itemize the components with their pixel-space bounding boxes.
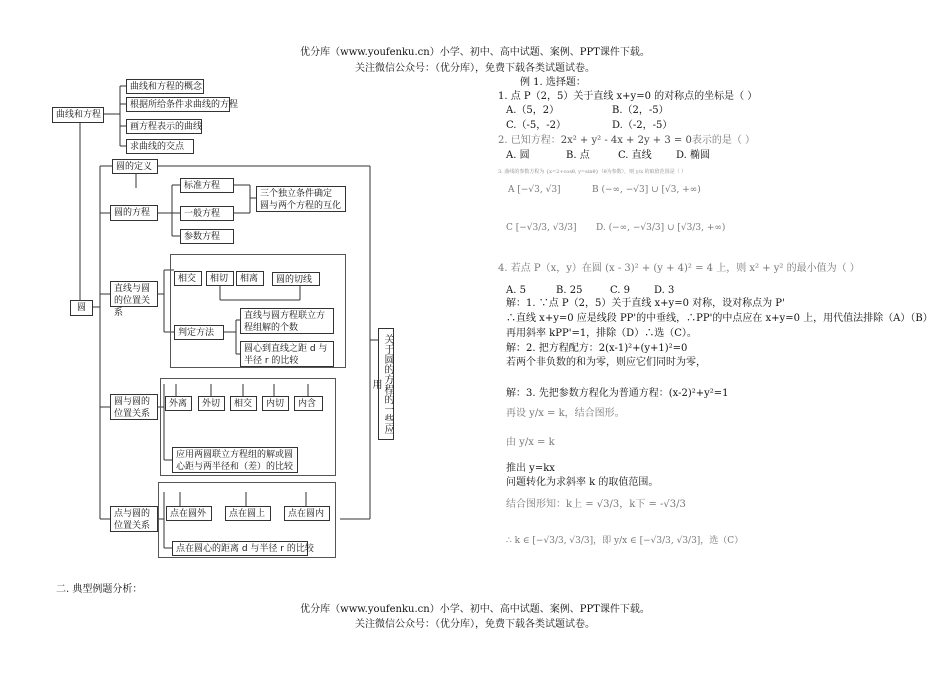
q1-option-a: A.（5，2）: [506, 105, 560, 116]
cc-item-2: 相交: [230, 396, 257, 411]
general-equation-node: 一般方程: [180, 206, 234, 221]
two-forms-text: 圆与两个方程的互化: [260, 201, 342, 211]
circle-equation-node: 圆的方程: [110, 205, 158, 221]
circle-circle-node: 圆与圆的位置关系: [110, 394, 158, 420]
judge-2-node: 圆心到直线之距 d 与半径 r 的比较: [240, 341, 334, 367]
q2-option-c: C. 直线: [618, 150, 652, 161]
example-title: 例 1. 选择题：: [520, 77, 586, 88]
question-4: 4. 若点 P（x，y）在圆 (x - 3)² + (y + 4)² = 4 上，则 x² + y² 的最小值为（ ）: [498, 263, 860, 274]
solution-3b: 再设 y/x = k，结合图形。: [506, 408, 625, 419]
tangent-node: 相切: [206, 271, 234, 286]
solution-2: 解：2. 把方程配方：2(x-1)²+(y+1)²=0: [506, 343, 688, 354]
q3-option-c: C [−√3/3, √3/3]: [506, 223, 577, 233]
tangent-line-node: 圆的切线: [272, 272, 320, 286]
q3-option-d: D. (−∞, −√3/3] ∪ [√3/3, +∞): [596, 223, 726, 233]
solution-3g: ∴ k ∈ [−√3/3, √3/3]，即 y/x ∈ [−√3/3, √3/3]，选（C）: [506, 536, 744, 546]
pc-item-2: 点在圆内: [284, 506, 330, 521]
solution-2b: 若两个非负数的和为零，则应它们同时为零，: [506, 357, 706, 368]
solution-3e: 问题转化为求斜率 k 的取值范围。: [506, 477, 659, 488]
solution-3c: 由 y/x = k: [506, 437, 555, 448]
solution-1b: ∴直线 x+y=0 应是线段 PP'的中垂线，∴PP'的中点应在 x+y=0 上，用代值法排除（A）（B）: [506, 313, 933, 324]
pc-judge-node: 点在圆心的距离 d 与半径 r 的比较: [172, 541, 308, 556]
apart-node: 相离: [236, 271, 264, 286]
q2-post: 表示的是（ ）: [691, 135, 756, 146]
concept-node: 曲线和方程的概念: [126, 79, 204, 94]
pc-item-0: 点在圆外: [166, 506, 212, 521]
conditions-node: [256, 186, 346, 212]
solution-1c: 再用斜率 kPP'=1，排除（D）∴选（C）。: [506, 328, 697, 339]
question-1: 1. 点 P（2，5）关于直线 x+y=0 的对称点的坐标是（ ）: [498, 91, 758, 102]
find-equation-node: 根据所给条件求曲线的方程: [126, 97, 230, 112]
q4-option-a: A. 5: [506, 285, 526, 296]
header-line-2: 关注微信公众号：（优分库），免费下载各类试题试卷。: [355, 63, 595, 74]
solution-3d: 推出 y=kx: [506, 463, 555, 474]
circle-node: 圆: [70, 300, 93, 316]
pc-item-1: 点在圆上: [225, 506, 271, 521]
q2-pre: 2. 已知方程：: [498, 135, 561, 146]
q2-option-b: B. 点: [566, 150, 590, 161]
footer-line-2: 关注微信公众号：（优分库），免费下载各类试题试卷。: [355, 619, 595, 630]
three-conditions-text: 三个独立条件确定: [260, 189, 333, 199]
question-3: 3. 曲线的参数方程为 {x=2+cosθ, y=sinθ}（θ为参数），则 y/x 的取值范围是（ ）: [498, 169, 687, 175]
equation-curve-node: 画方程表示的曲线: [126, 119, 202, 134]
q4-option-d: D. 3: [654, 285, 675, 296]
judge-1-node: 直线与圆方程联立方程组解的个数: [240, 308, 334, 334]
cc-item-3: 内切: [262, 396, 289, 411]
q4-option-c: C. 9: [610, 285, 631, 296]
q3-option-b: B (−∞, −√3] ∪ [√3, +∞): [592, 185, 701, 195]
q1-option-c: C.（-5，-2）: [506, 120, 566, 131]
header-line-1: 优分库（www.youfenku.cn）小学、初中、高中试题、案例、PPT课件下载。: [300, 47, 650, 58]
footer-line-1: 优分库（www.youfenku.cn）小学、初中、高中试题、案例、PPT课件下载。: [300, 604, 650, 615]
cc-item-4: 内含: [294, 396, 323, 411]
q1-option-d: D.（-2，-5）: [612, 120, 673, 131]
question-2: [498, 134, 755, 147]
q3-option-a: A [−√3, √3]: [508, 185, 561, 195]
intersect-node: 相交: [174, 271, 202, 286]
judge-method-node: 判定方法: [174, 325, 224, 340]
solution-1: 解：1. ∵点 P（2，5）关于直线 x+y=0 对称，设对称点为 P': [506, 298, 785, 309]
cc-item-1: 外切: [198, 396, 225, 411]
cc-judge-node: 应用两圆联立方程组的解或圆心距与两半径和（差）的比较: [172, 447, 298, 473]
standard-equation-node: 标准方程: [180, 178, 234, 193]
intersection-node: 求曲线的交点: [126, 139, 194, 154]
circle-definition-node: 圆的定义: [112, 159, 158, 174]
q2-option-a: A. 圆: [506, 150, 530, 161]
solution-3f: 结合图形知：k上 = √3/3，k下 = -√3/3: [506, 499, 686, 510]
point-circle-node: 点与圆的位置关系: [110, 506, 158, 532]
applications-node: 关于圆的方程的一些应用: [378, 328, 394, 440]
q1-option-b: B.（2，-5）: [612, 105, 669, 116]
curve-equation-node: 曲线和方程: [52, 107, 104, 123]
solution-3: 解：3. 先把参数方程化为普通方程：(x-2)²+y²=1: [506, 388, 729, 399]
q2-formula: 2x² + y² - 4x + 2y + 3 = 0: [560, 135, 692, 146]
parametric-equation-node: 参数方程: [180, 229, 234, 244]
cc-item-0: 外离: [165, 396, 192, 411]
line-circle-node: 直线与圆的位置关系: [110, 281, 158, 307]
section-2-title: 二. 典型例题分析：: [56, 584, 143, 595]
q2-option-d: D. 椭圆: [676, 150, 711, 161]
q4-option-b: B. 25: [556, 285, 583, 296]
